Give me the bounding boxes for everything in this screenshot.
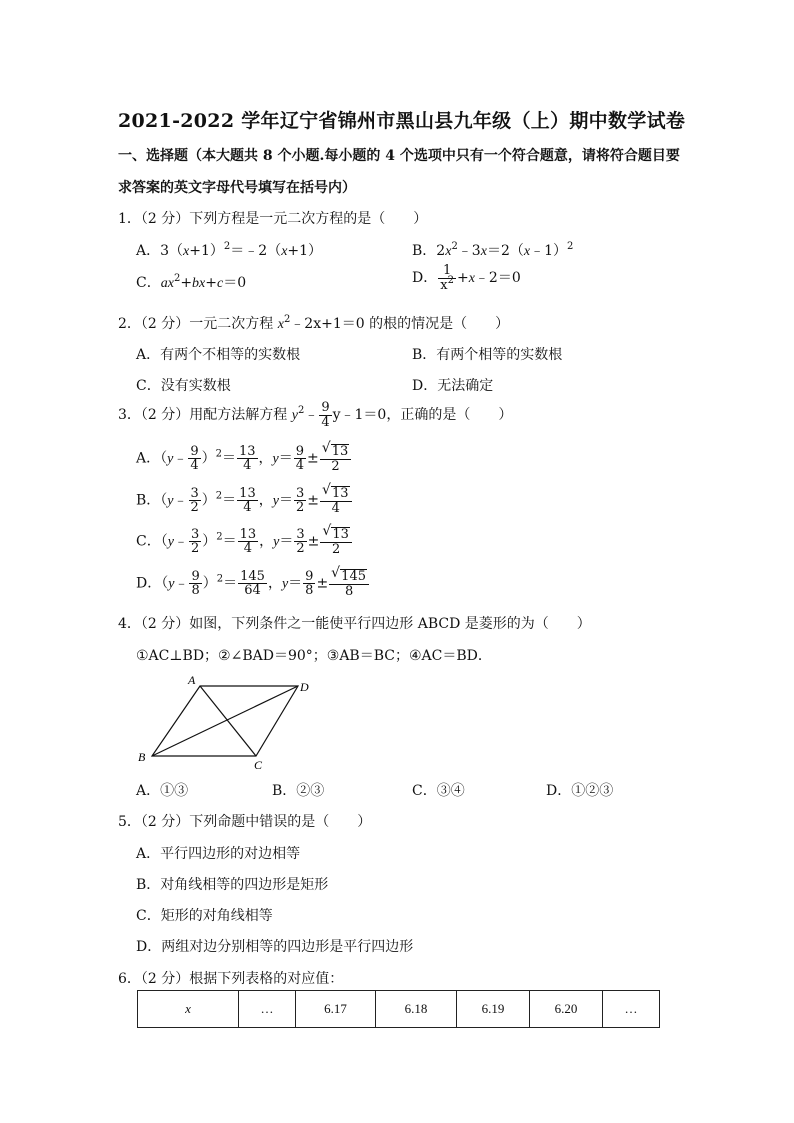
q1-option-c: C．$ax^2+bx+c=0$	[136, 273, 247, 291]
q2-option-d: D．无法确定	[412, 378, 494, 394]
q4-option-d: D．①②③	[546, 783, 614, 799]
vertex-label-a: A	[188, 673, 196, 687]
q3-option-b: B．（y﹣ $\frac{3}{2}$ ）$^2$＝ $\frac{13}{4}$ ，y＝ $\frac{3}{2}$ ± √ $\frac{13}{4}$	[136, 486, 353, 515]
table-row	[138, 991, 660, 1028]
q4-option-c: C．③④	[412, 783, 465, 799]
question-4-stem: 4．（2 分）如图，下列条件之一能使平行四边形 ABCD 是菱形的为（ ）	[118, 616, 591, 632]
q4-option-a: A．①③	[136, 783, 189, 799]
q4-option-b: B．②③	[272, 783, 325, 799]
q1-option-d: D． $\frac{1}{x^2}$ +x﹣2＝0	[412, 263, 521, 293]
value-table	[137, 990, 660, 1028]
section-header-line1: 一、选择题（本大题共 8 个小题.每小题的 4 个选项中只有一个符合题意，请将符合题目要	[118, 148, 680, 164]
vertex-label-d: D	[300, 680, 309, 694]
q5-option-d: D．两组对边分别相等的四边形是平行四边形	[136, 939, 414, 955]
q2-option-b: B．有两个相等的实数根	[412, 347, 563, 363]
q3-option-a: A．（y﹣ $\frac{9}{4}$ ）$^2$＝ $\frac{13}{4}$ ，y＝ $\frac{9}{4}$ ± √ $\frac{13}{2}$	[136, 444, 352, 473]
q5-option-b: B．对角线相等的四边形是矩形	[136, 877, 329, 893]
diagonal-ac	[200, 686, 256, 756]
parallelogram-figure	[130, 672, 330, 772]
table-cell: x	[138, 991, 239, 1028]
table-cell: 6.17	[296, 991, 376, 1028]
page-title: 2021-2022 学年辽宁省锦州市黑山县九年级（上）期中数学试卷	[118, 110, 686, 132]
diagonal-bd	[152, 686, 298, 756]
question-3-stem: 3．（2 分）用配方法解方程 $y^2﹣$ $\frac{9}{4}$ y﹣1＝0，正确的是（ ）	[118, 400, 513, 430]
q2-option-a: A．有两个不相等的实数根	[136, 347, 301, 363]
question-2-stem: 2．（2 分）一元二次方程 $x^2﹣2x+1=0$ 的根的情况是（ ）	[118, 314, 510, 332]
table-cell: …	[239, 991, 296, 1028]
q3-option-d: D．（y﹣ $\frac{9}{8}$ ）$^2$＝ $\frac{145}{64}$ ，y＝ $\frac{9}{8}$ ± √ $\frac{145}{8}$	[136, 569, 370, 598]
table-cell: …	[603, 991, 660, 1028]
q3-option-c: C．（y﹣ $\frac{3}{2}$ ）$^2$＝ $\frac{13}{4}$ ，y＝ $\frac{3}{2}$ ± √ $\frac{13}{2}$	[136, 527, 353, 556]
question-6-stem: 6．（2 分）根据下列表格的对应值：	[118, 971, 344, 987]
table-cell: 6.18	[376, 991, 457, 1028]
q2-option-c: C．没有实数根	[136, 378, 231, 394]
q1-option-b: B．$2x^2﹣3x=2(x﹣1)^2$	[412, 241, 574, 259]
q1-option-a: A．$3(x+1)^2=﹣2(x+1)$	[136, 241, 323, 259]
table-cell: 6.20	[530, 991, 603, 1028]
question-1-stem: 1．（2 分）下列方程是一元二次方程的是（ ）	[118, 211, 428, 227]
q4-conditions: ①AC⊥BD；②∠BAD＝90°；③AB＝BC；④AC＝BD．	[136, 648, 492, 664]
q5-option-a: A．平行四边形的对边相等	[136, 846, 301, 862]
q5-option-c: C．矩形的对角线相等	[136, 908, 273, 924]
question-5-stem: 5．（2 分）下列命题中错误的是（ ）	[118, 814, 372, 830]
vertex-label-c: C	[254, 758, 263, 772]
section-header-line2: 求答案的英文字母代号填写在括号内）	[118, 180, 356, 196]
vertex-label-b: B	[138, 750, 146, 764]
table-cell: 6.19	[457, 991, 530, 1028]
